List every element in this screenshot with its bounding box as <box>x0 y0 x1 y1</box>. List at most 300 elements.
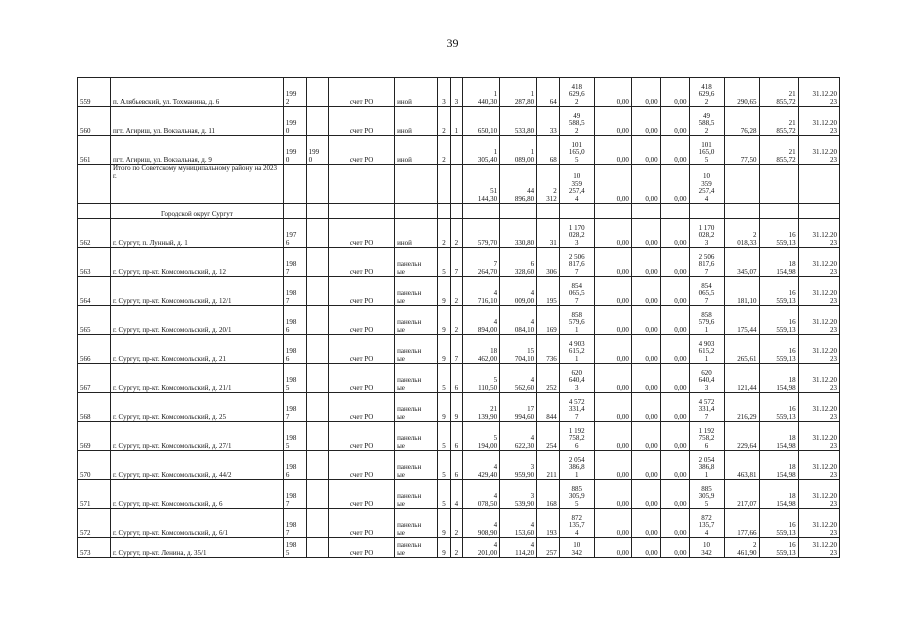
cell-no: 562 <box>78 219 111 248</box>
cell-account: счет РО <box>329 78 395 107</box>
table-cell <box>500 204 537 219</box>
table-cell <box>559 204 594 219</box>
cell-cost-total: 4 903 615,2 1 <box>559 335 594 364</box>
cell-deadline: 31.12.20 23 <box>798 364 839 393</box>
cell-c-b: 0,00 <box>631 538 660 558</box>
cell-address: г. Сургут, пр-кт. Комсомольский, д. 21 <box>110 335 283 364</box>
cell-entrances: 2 <box>450 538 462 558</box>
cell-deadline: 31.12.20 23 <box>798 335 839 364</box>
table-row <box>78 219 840 248</box>
cell-wall <box>395 165 438 204</box>
cell-year2 <box>306 277 329 306</box>
cell-deadline: 31.12.20 23 <box>798 78 839 107</box>
cell-unit-cost: 229,64 <box>724 422 759 451</box>
table-cell <box>689 204 724 219</box>
cell-max-cost: 16 559,13 <box>759 219 798 248</box>
cell-c-a: 0,00 <box>594 219 631 248</box>
cell-c-c: 0,00 <box>660 248 689 277</box>
table-row <box>78 393 840 422</box>
cell-residents: 254 <box>537 422 560 451</box>
cell-deadline: 31.12.20 23 <box>798 480 839 509</box>
cell-residents: 257 <box>537 538 560 558</box>
cell-cost-total: 858 579,6 1 <box>559 306 594 335</box>
cell-year2 <box>306 335 329 364</box>
cell-unit-cost: 181,10 <box>724 277 759 306</box>
cell-cost-total: 1 170 028,2 3 <box>559 219 594 248</box>
cell-c-c: 0,00 <box>660 78 689 107</box>
cell-unit-cost: 2 018,33 <box>724 219 759 248</box>
cell-cost-fund: 1 170 028,2 3 <box>689 219 724 248</box>
cell-deadline: 31.12.20 23 <box>798 422 839 451</box>
table-row <box>78 451 840 480</box>
cell-year2 <box>306 165 329 204</box>
cell-max-cost: 16 559,13 <box>759 509 798 538</box>
cell-deadline: 31.12.20 23 <box>798 107 839 136</box>
cell-c-c: 0,00 <box>660 277 689 306</box>
cell-c-c: 0,00 <box>660 219 689 248</box>
cell-c-b: 0,00 <box>631 107 660 136</box>
cell-area-total: 4 716,10 <box>463 277 500 306</box>
cell-no: 567 <box>78 364 111 393</box>
cell-c-a: 0,00 <box>594 393 631 422</box>
cell-cost-fund: 1 192 758,2 6 <box>689 422 724 451</box>
cell-max-cost: 18 154,98 <box>759 422 798 451</box>
cell-max-cost: 16 559,13 <box>759 277 798 306</box>
cell-entrances <box>450 136 462 165</box>
section-header-row <box>78 204 840 219</box>
cell-c-a: 0,00 <box>594 165 631 204</box>
cell-account: счет РО <box>329 219 395 248</box>
cell-c-a: 0,00 <box>594 277 631 306</box>
cell-account: счет РО <box>329 538 395 558</box>
cell-address: г. Сургут, пр-кт. Комсомольский, д. 6 <box>110 480 283 509</box>
cell-c-c: 0,00 <box>660 306 689 335</box>
cell-account: счет РО <box>329 480 395 509</box>
cell-c-b: 0,00 <box>631 364 660 393</box>
cell-c-a: 0,00 <box>594 480 631 509</box>
cell-area-living: 4 153,60 <box>500 509 537 538</box>
cell-wall: панельн ые <box>395 364 438 393</box>
cell-cost-fund: 620 640,4 3 <box>689 364 724 393</box>
cell-unit-cost <box>724 165 759 204</box>
cell-address: г. Сургут, пр-кт. Комсомольский, д. 25 <box>110 393 283 422</box>
cell-year1: 198 7 <box>283 480 306 509</box>
cell-unit-cost: 177,66 <box>724 509 759 538</box>
cell-area-living: 4 084,10 <box>500 306 537 335</box>
cell-cost-total: 1 192 758,2 6 <box>559 422 594 451</box>
cell-wall: панельн ые <box>395 306 438 335</box>
cell-max-cost: 18 154,98 <box>759 364 798 393</box>
cell-residents: 844 <box>537 393 560 422</box>
table-row <box>78 480 840 509</box>
cell-c-b: 0,00 <box>631 165 660 204</box>
cell-deadline: 31.12.20 23 <box>798 219 839 248</box>
cell-max-cost: 16 559,13 <box>759 393 798 422</box>
cell-c-a: 0,00 <box>594 509 631 538</box>
page-number: 39 <box>446 36 459 50</box>
cell-year1: 199 0 <box>283 107 306 136</box>
cell-year1: 198 7 <box>283 277 306 306</box>
cell-area-total: 51 144,30 <box>463 165 500 204</box>
cell-c-c: 0,00 <box>660 422 689 451</box>
cell-residents: 736 <box>537 335 560 364</box>
cell-unit-cost: 175,44 <box>724 306 759 335</box>
cell-no: 569 <box>78 422 111 451</box>
cell-wall: панельн ые <box>395 451 438 480</box>
cell-floors <box>438 165 450 204</box>
cell-year2 <box>306 219 329 248</box>
cell-address: г. Сургут, пр-кт. Комсомольский, д. 12/1 <box>110 277 283 306</box>
table-cell <box>329 204 395 219</box>
cell-area-living: 1 287,80 <box>500 78 537 107</box>
cell-floors: 9 <box>438 277 450 306</box>
cell-c-c: 0,00 <box>660 335 689 364</box>
cell-address: пгт. Агириш, ул. Вокзальная, д. 9 <box>110 136 283 165</box>
table-cell <box>631 204 660 219</box>
cell-no <box>78 165 111 204</box>
cell-year2 <box>306 364 329 393</box>
cell-year2 <box>306 248 329 277</box>
cell-no: 573 <box>78 538 111 558</box>
cell-c-a: 0,00 <box>594 107 631 136</box>
cell-deadline: 31.12.20 23 <box>798 451 839 480</box>
cell-unit-cost: 265,61 <box>724 335 759 364</box>
cell-wall: панельн ые <box>395 480 438 509</box>
cell-wall: иной <box>395 107 438 136</box>
cell-year1: 197 6 <box>283 219 306 248</box>
cell-area-living: 4 562,60 <box>500 364 537 393</box>
cell-no: 559 <box>78 78 111 107</box>
cell-cost-fund: 49 588,5 2 <box>689 107 724 136</box>
cell-no: 563 <box>78 248 111 277</box>
cell-c-c: 0,00 <box>660 364 689 393</box>
cell-area-total: 650,10 <box>463 107 500 136</box>
cell-c-a: 0,00 <box>594 335 631 364</box>
cell-account: счет РО <box>329 509 395 538</box>
cell-entrances: 2 <box>450 277 462 306</box>
table-row <box>78 538 840 558</box>
cell-unit-cost: 77,50 <box>724 136 759 165</box>
table-cell <box>78 204 111 219</box>
cell-c-c: 0,00 <box>660 393 689 422</box>
cell-area-living: 4 009,00 <box>500 277 537 306</box>
cell-residents: 195 <box>537 277 560 306</box>
cell-residents: 169 <box>537 306 560 335</box>
cell-year1: 198 7 <box>283 393 306 422</box>
cell-entrances: 9 <box>450 393 462 422</box>
cell-floors: 2 <box>438 107 450 136</box>
cell-residents: 193 <box>537 509 560 538</box>
cell-residents: 168 <box>537 480 560 509</box>
cell-year1: 198 5 <box>283 538 306 558</box>
cell-cost-total: 4 572 331,4 7 <box>559 393 594 422</box>
cell-c-a: 0,00 <box>594 451 631 480</box>
cell-c-c: 0,00 <box>660 538 689 558</box>
cell-cost-total: 885 305,9 5 <box>559 480 594 509</box>
cell-max-cost: 21 855,72 <box>759 136 798 165</box>
cell-wall: иной <box>395 78 438 107</box>
cell-floors: 9 <box>438 393 450 422</box>
cell-address: Итого по Советскому муниципальному району на 2023 г. <box>110 165 283 204</box>
cell-area-total: 4 908,90 <box>463 509 500 538</box>
cell-max-cost: 21 855,72 <box>759 107 798 136</box>
cell-residents: 211 <box>537 451 560 480</box>
cell-year2 <box>306 422 329 451</box>
cell-cost-fund: 2 506 817,6 7 <box>689 248 724 277</box>
cell-account: счет РО <box>329 248 395 277</box>
cell-entrances: 7 <box>450 335 462 364</box>
cell-account <box>329 165 395 204</box>
cell-area-total: 579,70 <box>463 219 500 248</box>
table-row <box>78 136 840 165</box>
cell-wall: панельн ые <box>395 422 438 451</box>
table-row <box>78 509 840 538</box>
cell-residents: 68 <box>537 136 560 165</box>
table-cell <box>724 204 759 219</box>
cell-floors: 2 <box>438 219 450 248</box>
cell-cost-total: 872 135,7 4 <box>559 509 594 538</box>
table-cell <box>395 204 438 219</box>
cell-cost-fund: 10 359 257,4 4 <box>689 165 724 204</box>
table-row <box>78 306 840 335</box>
cell-account: счет РО <box>329 136 395 165</box>
cell-entrances: 6 <box>450 451 462 480</box>
cell-floors: 5 <box>438 451 450 480</box>
cell-cost-total: 2 054 386,8 1 <box>559 451 594 480</box>
cell-cost-total: 620 640,4 3 <box>559 364 594 393</box>
cell-address: г. Сургут, пр-кт. Комсомольский, д. 21/1 <box>110 364 283 393</box>
cell-c-b: 0,00 <box>631 248 660 277</box>
cell-entrances: 2 <box>450 509 462 538</box>
cell-c-a: 0,00 <box>594 248 631 277</box>
cell-unit-cost: 290,65 <box>724 78 759 107</box>
cell-c-c: 0,00 <box>660 107 689 136</box>
cell-wall: панельн ые <box>395 509 438 538</box>
table-row <box>78 107 840 136</box>
cell-unit-cost: 2 461,90 <box>724 538 759 558</box>
cell-area-total: 21 139,90 <box>463 393 500 422</box>
cell-no: 570 <box>78 451 111 480</box>
cell-c-b: 0,00 <box>631 422 660 451</box>
cell-cost-fund: 418 629,6 2 <box>689 78 724 107</box>
cell-deadline: 31.12.20 23 <box>798 538 839 558</box>
cell-c-c: 0,00 <box>660 451 689 480</box>
cell-cost-fund: 10 342 <box>689 538 724 558</box>
cell-area-living: 533,80 <box>500 107 537 136</box>
cell-max-cost: 16 559,13 <box>759 306 798 335</box>
cell-area-total: 1 440,30 <box>463 78 500 107</box>
table-cell <box>660 204 689 219</box>
table-cell <box>450 204 462 219</box>
cell-account: счет РО <box>329 277 395 306</box>
cell-c-c: 0,00 <box>660 165 689 204</box>
cell-no: 568 <box>78 393 111 422</box>
cell-floors: 5 <box>438 422 450 451</box>
cell-unit-cost: 121,44 <box>724 364 759 393</box>
cell-cost-total: 101 165,0 5 <box>559 136 594 165</box>
cell-cost-total: 2 506 817,6 7 <box>559 248 594 277</box>
table-row <box>78 78 840 107</box>
cell-address: г. Сургут, пр-кт. Комсомольский, д. 44/2 <box>110 451 283 480</box>
cell-year1: 198 5 <box>283 422 306 451</box>
cell-floors: 2 <box>438 136 450 165</box>
cell-area-living: 15 704,10 <box>500 335 537 364</box>
cell-no: 560 <box>78 107 111 136</box>
cell-address: пгт. Агириш, ул. Вокзальная, д. 11 <box>110 107 283 136</box>
cell-entrances: 4 <box>450 480 462 509</box>
cell-floors: 9 <box>438 306 450 335</box>
cell-c-a: 0,00 <box>594 364 631 393</box>
cell-wall: панельн ые <box>395 277 438 306</box>
cell-area-total: 4 078,50 <box>463 480 500 509</box>
cell-c-a: 0,00 <box>594 422 631 451</box>
cell-cost-fund: 4 903 615,2 1 <box>689 335 724 364</box>
cell-c-a: 0,00 <box>594 78 631 107</box>
cell-cost-fund: 854 065,5 7 <box>689 277 724 306</box>
cell-deadline: 31.12.20 23 <box>798 248 839 277</box>
cell-year1 <box>283 165 306 204</box>
cell-year2 <box>306 393 329 422</box>
cell-c-b: 0,00 <box>631 335 660 364</box>
table-cell <box>537 204 560 219</box>
cell-max-cost: 16 559,13 <box>759 538 798 558</box>
cell-floors: 3 <box>438 78 450 107</box>
cell-address: г. Сургут, пр-кт. Комсомольский, д. 6/1 <box>110 509 283 538</box>
cell-address: г. Сургут, пр-кт. Комсомольский, д. 20/1 <box>110 306 283 335</box>
table-cell <box>283 204 306 219</box>
cell-area-living: 1 089,00 <box>500 136 537 165</box>
cell-year1: 198 7 <box>283 509 306 538</box>
cell-area-total: 4 201,00 <box>463 538 500 558</box>
cell-year2 <box>306 451 329 480</box>
table-row <box>78 335 840 364</box>
cell-entrances: 6 <box>450 364 462 393</box>
cell-cost-total: 49 588,5 2 <box>559 107 594 136</box>
cell-entrances: 6 <box>450 422 462 451</box>
table-cell <box>798 204 839 219</box>
cell-deadline: 31.12.20 23 <box>798 509 839 538</box>
cell-year2 <box>306 78 329 107</box>
cell-deadline: 31.12.20 23 <box>798 277 839 306</box>
cell-residents: 64 <box>537 78 560 107</box>
cell-cost-total: 854 065,5 7 <box>559 277 594 306</box>
capital-repair-register-table <box>77 77 840 558</box>
cell-residents: 31 <box>537 219 560 248</box>
cell-year1: 199 0 <box>283 136 306 165</box>
cell-no: 564 <box>78 277 111 306</box>
table-row <box>78 422 840 451</box>
cell-entrances <box>450 165 462 204</box>
cell-cost-fund: 2 054 386,8 1 <box>689 451 724 480</box>
table-cell <box>594 204 631 219</box>
cell-entrances: 2 <box>450 219 462 248</box>
cell-area-living: 3 959,90 <box>500 451 537 480</box>
cell-year2 <box>306 306 329 335</box>
cell-cost-total: 10 359 257,4 4 <box>559 165 594 204</box>
cell-c-b: 0,00 <box>631 78 660 107</box>
cell-cost-total: 418 629,6 2 <box>559 78 594 107</box>
cell-year2 <box>306 107 329 136</box>
cell-floors: 9 <box>438 335 450 364</box>
cell-no: 566 <box>78 335 111 364</box>
cell-year2 <box>306 509 329 538</box>
cell-area-living: 330,80 <box>500 219 537 248</box>
cell-c-b: 0,00 <box>631 480 660 509</box>
table-row <box>78 277 840 306</box>
cell-no: 572 <box>78 509 111 538</box>
cell-account: счет РО <box>329 451 395 480</box>
cell-address: г. Сургут, пр-кт. Комсомольский, д. 27/1 <box>110 422 283 451</box>
cell-account: счет РО <box>329 393 395 422</box>
cell-entrances: 7 <box>450 248 462 277</box>
cell-c-b: 0,00 <box>631 451 660 480</box>
cell-max-cost: 18 154,98 <box>759 480 798 509</box>
cell-year1: 198 7 <box>283 248 306 277</box>
cell-wall: панельн ые <box>395 393 438 422</box>
section-title: Городской округ Сургут <box>110 204 283 219</box>
table-body <box>78 78 840 558</box>
cell-c-b: 0,00 <box>631 306 660 335</box>
cell-floors: 9 <box>438 509 450 538</box>
cell-entrances: 2 <box>450 306 462 335</box>
cell-cost-fund: 885 305,9 5 <box>689 480 724 509</box>
cell-residents: 252 <box>537 364 560 393</box>
cell-c-a: 0,00 <box>594 538 631 558</box>
table-row <box>78 364 840 393</box>
cell-unit-cost: 217,07 <box>724 480 759 509</box>
cell-c-b: 0,00 <box>631 277 660 306</box>
cell-area-total: 5 110,50 <box>463 364 500 393</box>
cell-year1: 198 6 <box>283 306 306 335</box>
cell-account: счет РО <box>329 107 395 136</box>
cell-year1: 198 6 <box>283 451 306 480</box>
cell-area-total: 7 264,70 <box>463 248 500 277</box>
cell-no: 571 <box>78 480 111 509</box>
cell-c-b: 0,00 <box>631 219 660 248</box>
cell-entrances: 1 <box>450 107 462 136</box>
cell-area-total: 18 462,00 <box>463 335 500 364</box>
cell-max-cost: 18 154,98 <box>759 451 798 480</box>
cell-account: счет РО <box>329 335 395 364</box>
cell-area-living: 44 896,80 <box>500 165 537 204</box>
cell-wall: панельн ые <box>395 538 438 558</box>
total-row <box>78 165 840 204</box>
cell-wall: панельн ые <box>395 248 438 277</box>
cell-area-living: 6 328,60 <box>500 248 537 277</box>
cell-year2 <box>306 480 329 509</box>
cell-wall: иной <box>395 136 438 165</box>
cell-c-b: 0,00 <box>631 136 660 165</box>
cell-residents: 2 312 <box>537 165 560 204</box>
cell-floors: 5 <box>438 364 450 393</box>
cell-year1: 199 2 <box>283 78 306 107</box>
cell-address: г. Сургут, п. Лунный, д. 1 <box>110 219 283 248</box>
cell-area-total: 4 429,40 <box>463 451 500 480</box>
cell-year2 <box>306 538 329 558</box>
cell-deadline: 31.12.20 23 <box>798 393 839 422</box>
cell-address: г. Сургут, пр-кт. Комсомольский, д. 12 <box>110 248 283 277</box>
cell-max-cost <box>759 165 798 204</box>
cell-unit-cost: 463,81 <box>724 451 759 480</box>
cell-max-cost: 18 154,98 <box>759 248 798 277</box>
cell-cost-fund: 872 135,7 4 <box>689 509 724 538</box>
cell-cost-fund: 858 579,6 1 <box>689 306 724 335</box>
cell-year1: 198 5 <box>283 364 306 393</box>
cell-area-total: 1 305,40 <box>463 136 500 165</box>
cell-area-total: 5 194,00 <box>463 422 500 451</box>
cell-floors: 5 <box>438 480 450 509</box>
cell-account: счет РО <box>329 422 395 451</box>
